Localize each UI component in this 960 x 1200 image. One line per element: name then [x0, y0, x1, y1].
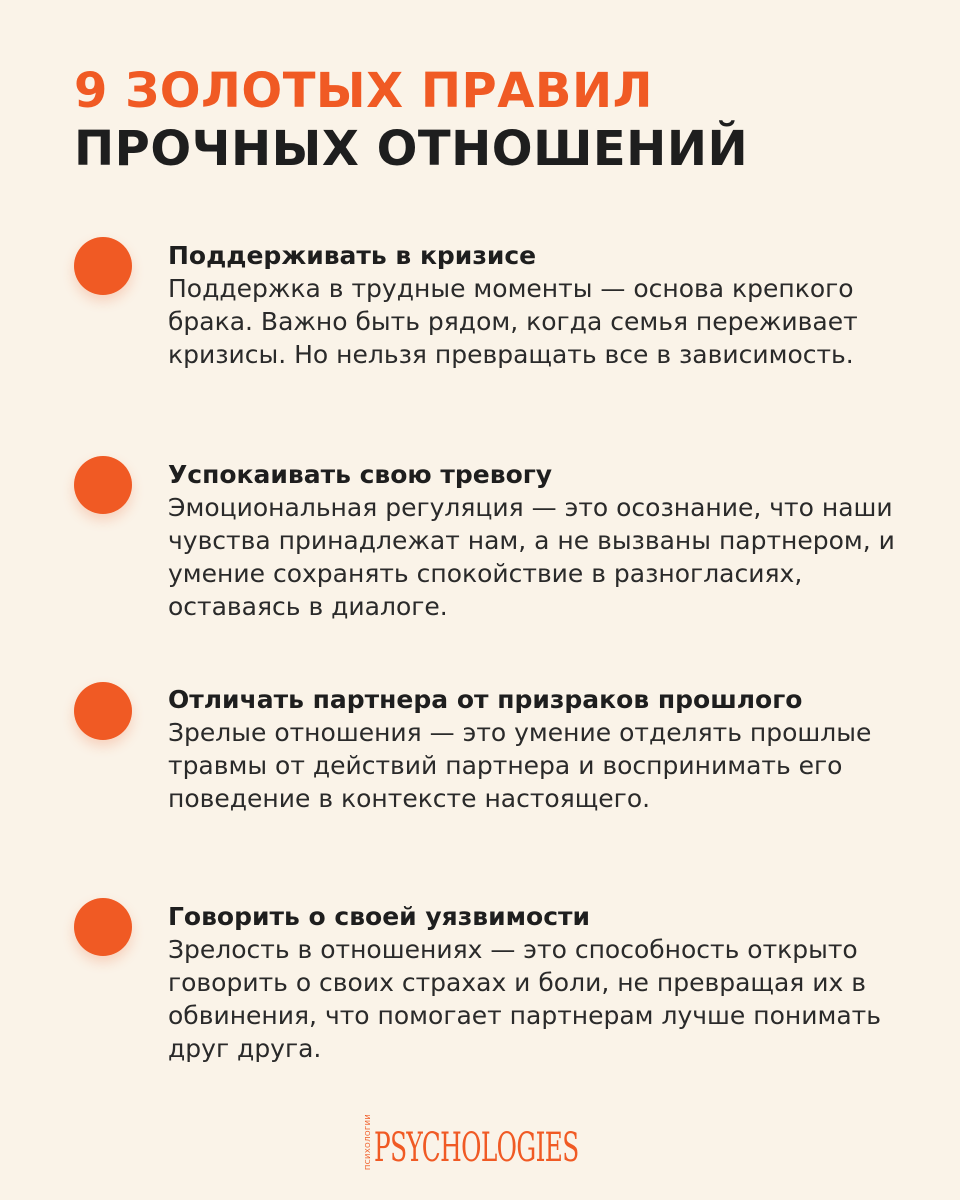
rule-title: Говорить о своей уязвимости: [168, 902, 591, 931]
logo-wordmark: PSYCHOLOGIES: [374, 1125, 579, 1171]
rule-body: Поддержка в трудные моменты — основа крепкого брака. Важно быть рядом, когда семья переживает кризисы. Но нельзя превращать все в зависимость.: [168, 274, 858, 369]
bullet-dot-icon: [74, 456, 132, 514]
rule-body: Зрелость в отношениях — это способность открыто говорить о своих страхах и боли, не превращая их в обвинения, что помогает партнерам лучше понимать друг друга.: [168, 935, 881, 1063]
rule-title: Успокаивать свою тревогу: [168, 460, 553, 489]
rule-body: Эмоциональная регуляция — это осознание, что наши чувства принадлежат нам, а не вызваны партнером, и умение сохранять спокойствие в разногласиях, оставаясь в диалоге.: [168, 493, 895, 621]
page-title: [74, 62, 748, 178]
rule-title: Поддерживать в кризисе: [168, 241, 537, 270]
bullet-dot-icon: [74, 682, 132, 740]
rule-title: Отличать партнера от призраков прошлого: [168, 685, 803, 714]
title-main-line: ПРОЧНЫХ ОТНОШЕНИЙ: [74, 121, 749, 177]
psychologies-logo: [364, 1113, 704, 1171]
title-accent-line: 9 ЗОЛОТЫХ ПРАВИЛ: [74, 63, 654, 119]
logo-small-text: ПСИХОЛОГИИ: [364, 1113, 372, 1170]
bullet-dot-icon: [74, 237, 132, 295]
rule-body: Зрелые отношения — это умение отделять прошлые травмы от действий партнера и воспринимать его поведение в контексте настоящего.: [168, 718, 872, 813]
bullet-dot-icon: [74, 898, 132, 956]
